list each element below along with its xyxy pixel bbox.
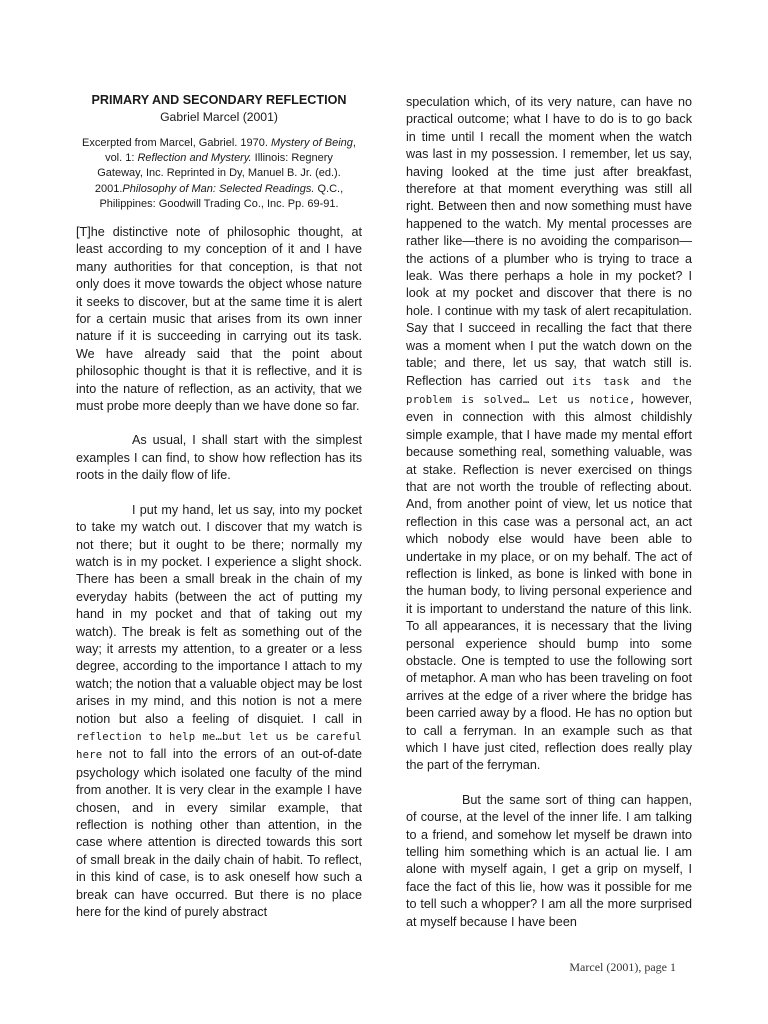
citation-text: Excerpted from Marcel, Gabriel. 1970. [82, 137, 271, 149]
paragraph-text: however, even in connection with this almost childishly simple example, that I have made my mental effort because something real, something valuable, was at stake. Reflection is never exercised on things that are not worth the trouble of reflecting about. And, from another point of view, let us notice that reflection in this case was a personal act, an act which nobody else would have been able to undertake in my place, or on my behalf. The act of reflection is linked, as bone is linked with bone in the human body, to living personal experience and it is important to understand the nature of this link. To all appearances, it is necessary that the living personal experience should bump into some obstacle. One is tempted to use the following sort of metaphor. A man who has been traveling on foot arrives at the edge of a river where the bridge has been carried away by a flood. He has no option but to call a ferryman. In an example such as that which I have just cited, reflection does really play the part of the ferryman. [406, 391, 693, 773]
citation [82, 136, 356, 212]
paragraph-2: As usual, I shall start with the simplest examples I can find, to show how reflection has its roots in the daily flow of life. [76, 433, 362, 483]
paragraph-text: not to fall into the errors of an out-of-date psychology which isolated one faculty of the mind from another. It is very clear in the example I have chosen, and in every similar example, that reflection is nothing other than attention, in the case where attention is directed towards this sort of small break in the daily chain of habit. To reflect, in this kind of case, is to ask oneself how such a break can have occurred. But there is no place here for the kind of purely abstract [76, 747, 363, 920]
paragraph-continued [406, 94, 692, 775]
citation-book-title: Mystery of Being [270, 137, 353, 149]
document-title: PRIMARY AND SECONDARY REFLECTION [91, 93, 347, 107]
citation-text: Illinois: Regnery Gateway, Inc. Reprinted in Dy, Manuel B. Jr. (ed.). 2001. [94, 152, 341, 195]
citation-text: Q.C., Philippines: Goodwill Trading Co., Inc. Pp. 69-91. [99, 182, 344, 210]
citation-text: , vol. 1: [105, 137, 356, 165]
left-column [76, 92, 362, 921]
paragraph-1: [T]he distinctive note of philosophic thought, at least according to my conception of it and I have many authorities for that conception, is that not only does it move towards the object whose nature it seeks to discover, but at the same time it is alert for a certain music that arises from its own inner nature if it is succeeding in carrying out its task. We have already said that the point about philosophic thought is that it is reflective, and it is into the nature of reflection, as an activity, that we must probe more deeply than we have done so far. [76, 225, 362, 414]
paragraph-text-mono: its task and the problem is solved… Let us notice, [406, 375, 693, 406]
document-author: Gabriel Marcel (2001) [160, 110, 278, 124]
paragraph-text: I put my hand, let us say, into my pocket to take my watch out. I discover that my watch is not there; but it ought to be there; normally my watch is in my pocket. I experience a slight shock. There has been a small break in the chain of my everyday habits (between the act of putting my hand in my pocket and that of taking out my watch). The break is felt as something out of the way; it arrests my attention, to a greater or a less degree, according to the importance I attach to my watch; the notion that a valuable object may be lost arises in my mind, and this notion is not a mere notion but also a feeling of disquiet. I call in [76, 502, 362, 726]
paragraph-text-mono: reflection to help me…but let us be careful here [76, 730, 362, 762]
citation-anthology-title: Philosophy of Man: Selected Readings. [122, 182, 315, 195]
citation-volume-title: Reflection and Mystery. [137, 152, 252, 165]
paragraph-3 [76, 502, 362, 922]
page-footer: Marcel (2001), page 1 [569, 960, 676, 974]
paragraph-4: But the same sort of thing can happen, of course, at the level of the inner life. I am talking to a friend, and somehow let myself be drawn into telling him something which is an actual lie. I am alone with myself again, I get a grip on myself, I face the fact of this lie, how was it possible for me to tell such a whopper? I am all the more surprised at myself because I have been [406, 792, 692, 929]
right-column [406, 94, 692, 931]
paragraph-text: speculation which, of its very nature, can have no practical outcome; what I have to do is to go back in time until I recall the moment when the watch was last in my possession. I remember, let us say, having looked at the time just after breakfast, therefore at that moment everything was still all right. Between then and now something must have happened to the watch. My mental processes are rather like—there is no avoiding the comparison—the actions of a plumber who is trying to trace a leak. Was there perhaps a hole in my pocket? I look at my pocket and discover that there is no hole. I continue with my task of alert recapitulation. Say that I succeed in recalling the fact that there was a moment when I put the watch down on the table; and there, let us say, that watch still is. Reflection has carried out [406, 95, 692, 388]
